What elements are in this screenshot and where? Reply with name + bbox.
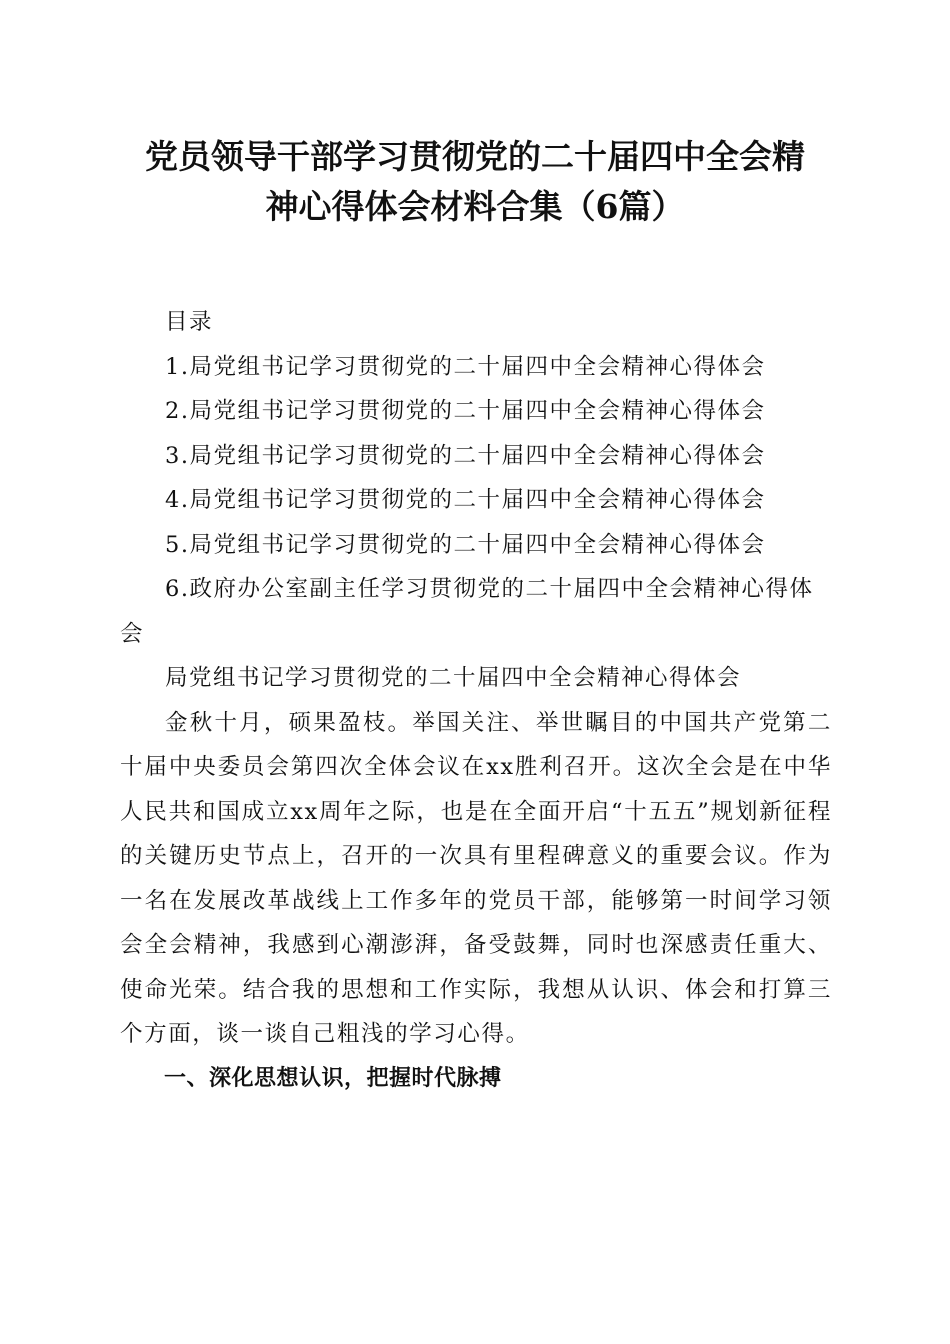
article-title: 局党组书记学习贯彻党的二十届四中全会精神心得体会 — [165, 665, 742, 691]
document-title-line-2: 神心得体会材料合集（6篇） — [265, 187, 685, 226]
toc-item-5: 5.局党组书记学习贯彻党的二十届四中全会精神心得体会 — [165, 531, 766, 558]
toc-item-2: 2.局党组书记学习贯彻党的二十届四中全会精神心得体会 — [165, 398, 766, 424]
toc-item-3: 3.局党组书记学习贯彻党的二十届四中全会精神心得体会 — [165, 442, 766, 469]
document-title-line-1: 党员领导干部学习贯彻党的二十届四中全会精 — [145, 137, 805, 176]
toc-item-4: 4.局党组书记学习贯彻党的二十届四中全会精神心得体会 — [165, 487, 766, 513]
toc-label: 目录 — [165, 309, 214, 335]
document-body — [120, 300, 832, 1101]
toc-item-6: 6.政府办公室副主任学习贯彻党的二十届四中全会精神心得体会 — [120, 576, 814, 647]
section-heading: 一、深化思想认识，把握时代脉搏 — [164, 1065, 502, 1091]
body-paragraph: 金秋十月，硕果盈枝。举国关注、举世瞩目的中国共产党第二十届中央委员会第四次全体会议在xx胜利召开。这次全会是在中华人民共和国成立xx周年之际，也是在全面开启“十五五”规划新征程的关键历史节点上，召开的一次具有里程碑意义的重要会议。作为一名在发展改革战线上工作多年的党员干部，能够第一时间学习领会全会精神，我感到心潮澎湃，备受鼓舞，同时也深感责任重大、使命光荣。结合我的思想和工作实际，我想从认识、体会和打算三个方面，谈一谈自己粗浅的学习心得。 — [120, 709, 832, 1047]
toc-item-1: 1.局党组书记学习贯彻党的二十届四中全会精神心得体会 — [165, 353, 766, 380]
document-title — [100, 132, 850, 232]
